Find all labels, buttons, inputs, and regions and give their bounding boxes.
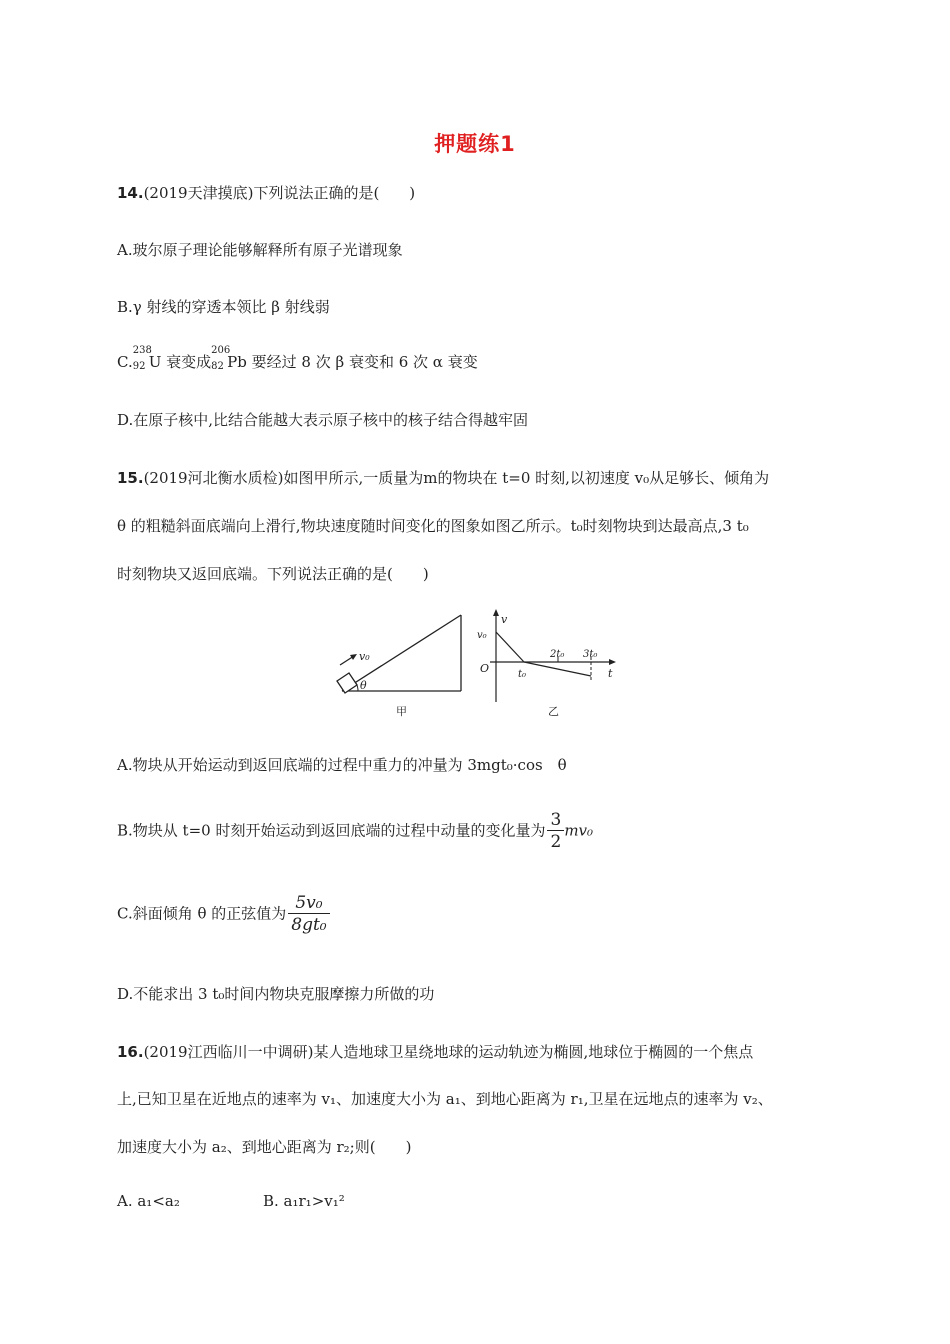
3t0-tick-label: 3t₀ bbox=[583, 649, 598, 660]
numerator: 3 bbox=[547, 810, 564, 831]
option-b bbox=[117, 810, 593, 853]
question-15-stem-line-3: 时刻物块又返回底端。下列说法正确的是( ) bbox=[117, 565, 429, 583]
question-16-stem-line-2: 上,已知卫星在近地点的速率为 v₁、加速度大小为 a₁、到地心距离为 r₁,卫星在远地点的速率为 v₂、 bbox=[117, 1090, 773, 1108]
question-15-stem-line-2: θ 的粗糙斜面底端向上滑行,物块速度随时间变化的图象如图乙所示。t₀时刻物块到达最高点,3 t₀ bbox=[117, 517, 749, 535]
question-number: 15. bbox=[117, 469, 144, 487]
v0-label: v₀ bbox=[359, 650, 370, 663]
fraction bbox=[288, 893, 329, 936]
question-number: 14. bbox=[117, 184, 144, 202]
incline-diagram bbox=[337, 615, 461, 718]
option-text: mv₀ bbox=[564, 821, 594, 840]
option-c bbox=[117, 893, 330, 936]
question-text: (2019天津摸底)下列说法正确的是( ) bbox=[143, 184, 416, 202]
2t0-tick-label: 2t₀ bbox=[550, 649, 565, 660]
q15-figure bbox=[330, 605, 630, 725]
question-number: 16. bbox=[117, 1043, 144, 1061]
atomic-number: 92 bbox=[132, 361, 146, 372]
option-d: D.不能求出 3 t₀时间内物块克服摩擦力所做的功 bbox=[117, 985, 435, 1003]
option-a: A. a₁<a₂ bbox=[117, 1192, 180, 1210]
uranium-isotope-prefix bbox=[132, 345, 152, 372]
option-b: B. a₁r₁>v₁² bbox=[263, 1192, 345, 1210]
fraction bbox=[547, 810, 564, 853]
option-b: B.γ 射线的穿透本领比 β 射线弱 bbox=[117, 298, 330, 316]
option-text: B.物块从 t=0 时刻开始运动到返回底端的过程中动量的变化量为 bbox=[117, 821, 546, 840]
mass-number: 238 bbox=[132, 345, 152, 356]
figure-yi-caption: 乙 bbox=[548, 705, 559, 718]
velocity-time-graph bbox=[477, 609, 616, 718]
denominator: 2 bbox=[550, 832, 562, 852]
numerator: 5v₀ bbox=[288, 893, 329, 914]
question-16-stem-line-1 bbox=[117, 1041, 753, 1062]
theta-label: θ bbox=[360, 679, 367, 692]
question-text: (2019江西临川一中调研)某人造地球卫星绕地球的运动轨迹为椭圆,地球位于椭圆的一个焦点 bbox=[143, 1043, 754, 1061]
question-16-stem-line-3: 加速度大小为 a₂、到地心距离为 r₂;则( ) bbox=[117, 1138, 412, 1156]
t-axis-label: t bbox=[608, 667, 613, 680]
upward-motion-segment bbox=[496, 632, 524, 662]
figure-jia-caption: 甲 bbox=[396, 705, 407, 718]
option-d: D.在原子核中,比结合能越大表示原子核中的核子结合得越牢固 bbox=[117, 411, 529, 429]
arrow-head-icon bbox=[350, 654, 357, 660]
question-14-stem bbox=[117, 182, 415, 203]
question-15-stem-line-1 bbox=[117, 467, 769, 488]
mass-number: 206 bbox=[211, 345, 231, 356]
v-axis-label: v bbox=[501, 613, 508, 626]
t0-tick-label: t₀ bbox=[518, 669, 527, 680]
option-label: C. bbox=[117, 353, 133, 371]
option-a: A.物块从开始运动到返回底端的过程中重力的冲量为 3mgt₀·cos θ bbox=[117, 756, 567, 774]
block bbox=[337, 673, 357, 693]
denominator: 8gt₀ bbox=[291, 915, 327, 935]
page-title: 押题练1 bbox=[434, 132, 516, 156]
option-text: 衰变成 bbox=[166, 353, 212, 371]
origin-label: O bbox=[480, 662, 490, 675]
option-a: A.玻尔原子理论能够解释所有原子光谱现象 bbox=[117, 241, 403, 259]
option-text: 要经过 8 次 β 衰变和 6 次 α 衰变 bbox=[251, 353, 478, 371]
option-c bbox=[117, 345, 478, 372]
v-axis-arrow-icon bbox=[493, 609, 499, 616]
v0-tick-label: v₀ bbox=[477, 630, 487, 641]
option-text: C.斜面倾角 θ 的正弦值为 bbox=[117, 904, 287, 923]
downward-motion-segment bbox=[524, 662, 591, 676]
t-axis-arrow-icon bbox=[609, 659, 616, 665]
element-symbol: Pb bbox=[227, 353, 247, 371]
lead-isotope-prefix bbox=[211, 345, 231, 372]
angle-arc bbox=[356, 683, 358, 691]
question-text: (2019河北衡水质检)如图甲所示,一质量为m的物块在 t=0 时刻,以初速度 v₀从足够长、倾角为 bbox=[143, 469, 770, 487]
element-symbol: U bbox=[148, 353, 162, 371]
atomic-number: 82 bbox=[211, 361, 224, 372]
